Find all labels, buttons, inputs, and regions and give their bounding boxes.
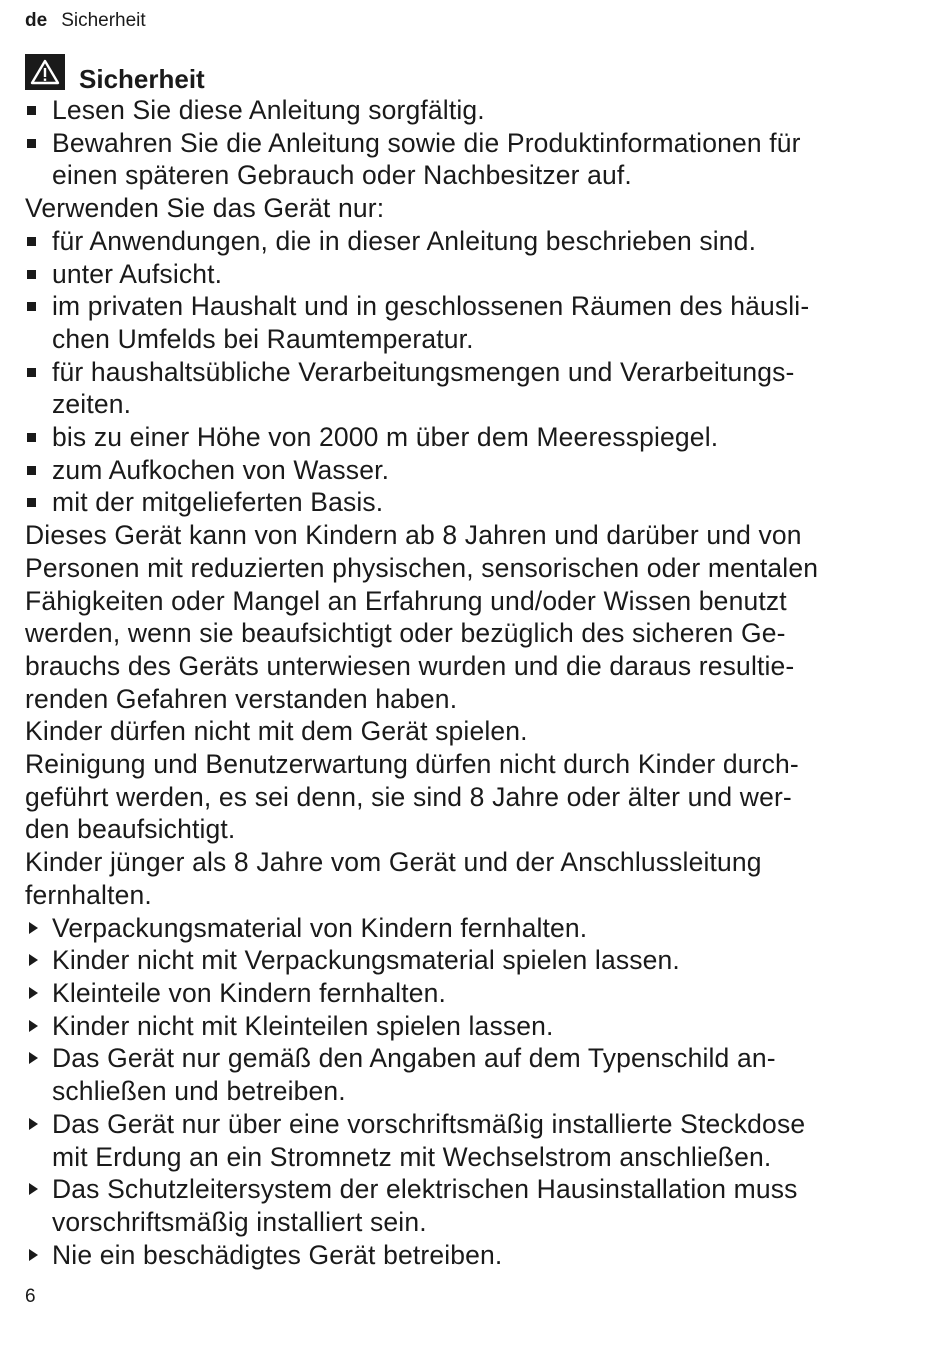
square-bullet-icon [27, 139, 36, 148]
line-text: Fähigkeiten oder Mangel an Erfahrung und/oder Wissen benutzt [25, 585, 787, 616]
line-text: Reinigung und Benutzerwartung dürfen nicht durch Kinder durch- [25, 749, 799, 780]
line-text: Das Schutzleitersystem der elektrischen Hausinstallation muss [52, 1174, 798, 1205]
bullet-list-item [25, 258, 905, 291]
line-text: Kleinteile von Kindern fernhalten. [52, 977, 447, 1008]
arrow-bullet-icon [29, 1249, 38, 1261]
line-text: Kinder dürfen nicht mit dem Gerät spielen. [25, 716, 528, 747]
instruction-item [25, 1042, 905, 1075]
line-text: werden, wenn sie beaufsichtigt oder bezüglich des sicheren Ge- [25, 618, 786, 649]
line-text: chen Umfelds bei Raumtemperatur. [52, 323, 474, 354]
arrow-bullet-icon [29, 954, 38, 966]
line-text: brauchs des Geräts unterwiesen wurden und die daraus resultie- [25, 650, 795, 681]
instruction-item [25, 977, 905, 1010]
list-item-continuation [25, 388, 905, 421]
bullet-list-item [25, 486, 905, 519]
running-header [25, 9, 146, 33]
page-title: Sicherheit [79, 64, 205, 94]
body-text-line [25, 519, 905, 552]
arrow-bullet-icon [29, 1118, 38, 1130]
line-text: Personen mit reduzierten physischen, sensorischen oder mentalen [25, 552, 819, 583]
safety-text [25, 94, 905, 1271]
line-text: Kinder nicht mit Verpackungsmaterial spielen lassen. [52, 945, 680, 976]
page-number: 6 [25, 1286, 36, 1307]
line-text: zeiten. [52, 389, 132, 420]
square-bullet-icon [27, 433, 36, 442]
line-text: im privaten Haushalt und in geschlossenen Räumen des häusli- [52, 291, 810, 322]
bullet-list-item [25, 421, 905, 454]
line-text: einen späteren Gebrauch oder Nachbesitzer auf. [52, 160, 632, 191]
body-text-line [25, 813, 905, 846]
bullet-list-item [25, 127, 905, 160]
arrow-bullet-icon [29, 1183, 38, 1195]
arrow-bullet-icon [29, 1052, 38, 1064]
arrow-bullet-icon [29, 922, 38, 934]
line-text: Das Gerät nur über eine vorschriftsmäßig installierte Steckdose [52, 1108, 806, 1139]
list-item-continuation [25, 159, 905, 192]
square-bullet-icon [27, 237, 36, 246]
square-bullet-icon [27, 368, 36, 377]
section-heading [25, 47, 205, 97]
line-text: mit Erdung an ein Stromnetz mit Wechselstrom anschließen. [52, 1141, 772, 1172]
line-text: geführt werden, es sei denn, sie sind 8 Jahre oder älter und wer- [25, 781, 792, 812]
instruction-item [25, 1239, 905, 1272]
line-text: für haushaltsübliche Verarbeitungsmengen und Verarbeitungs- [52, 356, 795, 387]
square-bullet-icon [27, 106, 36, 115]
square-bullet-icon [27, 498, 36, 507]
bullet-list-item [25, 94, 905, 127]
list-item-continuation [25, 1075, 905, 1108]
body-text-line [25, 781, 905, 814]
body-text-line [25, 879, 905, 912]
header-section: Sicherheit [61, 10, 146, 31]
instruction-item [25, 1108, 905, 1141]
bullet-list-item [25, 290, 905, 323]
arrow-bullet-icon [29, 987, 38, 999]
list-item-continuation [25, 323, 905, 356]
body-text-line [25, 748, 905, 781]
body-text-line [25, 683, 905, 716]
body-text-line [25, 846, 905, 879]
body-text-line [25, 552, 905, 585]
line-text: zum Aufkochen von Wasser. [52, 454, 390, 485]
line-text: bis zu einer Höhe von 2000 m über dem Meeresspiegel. [52, 422, 719, 453]
line-text: Kinder nicht mit Kleinteilen spielen lassen. [52, 1010, 554, 1041]
instruction-item [25, 944, 905, 977]
line-text: Bewahren Sie die Anleitung sowie die Produktinformationen für [52, 127, 801, 158]
bullet-list-item [25, 356, 905, 389]
bullet-list-item [25, 454, 905, 487]
body-text-line [25, 585, 905, 618]
instruction-item [25, 1173, 905, 1206]
body-text-line [25, 650, 905, 683]
list-item-continuation [25, 1206, 905, 1239]
line-text: Verwenden Sie das Gerät nur: [25, 193, 385, 224]
body-text-line [25, 715, 905, 748]
list-item-continuation [25, 1141, 905, 1174]
square-bullet-icon [27, 302, 36, 311]
line-text: Lesen Sie diese Anleitung sorgfältig. [52, 95, 485, 125]
square-bullet-icon [27, 270, 36, 279]
arrow-bullet-icon [29, 1020, 38, 1032]
square-bullet-icon [27, 466, 36, 475]
line-text: für Anwendungen, die in dieser Anleitung beschrieben sind. [52, 225, 757, 256]
line-text: Nie ein beschädigtes Gerät betreiben. [52, 1239, 503, 1270]
warning-triangle-icon [25, 54, 65, 90]
line-text: unter Aufsicht. [52, 258, 223, 289]
line-text: den beaufsichtigt. [25, 814, 236, 845]
line-text: Verpackungsmaterial von Kindern fernhalten. [52, 912, 588, 943]
line-text: Das Gerät nur gemäß den Angaben auf dem Typenschild an- [52, 1043, 776, 1074]
body-text-line [25, 192, 905, 225]
language-code: de [25, 10, 48, 31]
bullet-list-item [25, 225, 905, 258]
line-text: Dieses Gerät kann von Kindern ab 8 Jahren und darüber und von [25, 520, 802, 551]
instruction-item [25, 912, 905, 945]
line-text: renden Gefahren verstanden haben. [25, 683, 458, 714]
line-text: Kinder jünger als 8 Jahre vom Gerät und der Anschlussleitung [25, 847, 762, 878]
instruction-item [25, 1010, 905, 1043]
line-text: fernhalten. [25, 879, 152, 910]
line-text: schließen und betreiben. [52, 1076, 346, 1107]
line-text: vorschriftsmäßig installiert sein. [52, 1206, 427, 1237]
body-text-line [25, 617, 905, 650]
line-text: mit der mitgelieferten Basis. [52, 487, 384, 518]
